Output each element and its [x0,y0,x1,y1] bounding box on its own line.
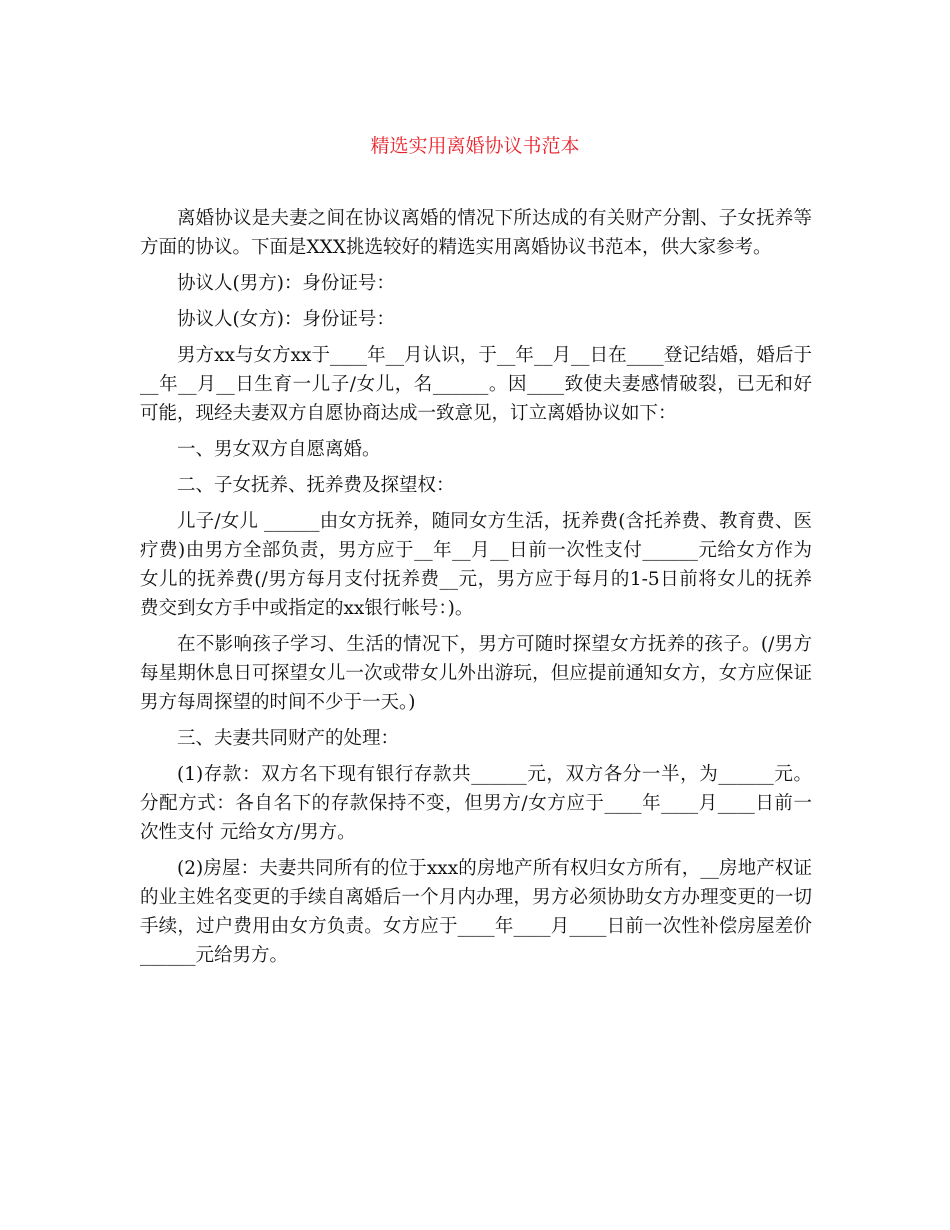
housing-paragraph: (2)房屋：夫妻共同所有的位于xxx的房地产所有权归女方所有，__房地产权证的业主姓名变更的手续自离婚后一个月内办理，男方必须协助女方办理变更的一切手续，过户费用由女方负责。女方应于____年____月____日前一次性补偿房屋差价______元给男方。 [140,858,812,966]
clause-one-heading: 一、男女双方自愿离婚。 [177,439,381,460]
clause-three-heading: 三、夫妻共同财产的处理： [177,728,400,749]
document-title: 精选实用离婚协议书范本 [370,135,580,157]
background-paragraph: 男方xx与女方xx于____年__月认识，于__年__月__日在____登记结婚，婚后于__年__月__日生育一儿子/女儿，名______。因____致使夫妻感情破裂，已无和好可能，现经夫妻双方自愿协商达成一致意见，订立离婚协议如下： [140,345,812,424]
intro-paragraph: 离婚协议是夫妻之间在协议离婚的情况下所达成的有关财产分割、子女抚养等方面的协议。下面是XXX挑选较好的精选实用离婚协议书范本，供大家参考。 [140,208,812,258]
visitation-paragraph: 在不影响孩子学习、生活的情况下，男方可随时探望女方抚养的孩子。(/男方每星期休息日可探望女儿一次或带女儿外出游玩，但应提前通知女方，女方应保证男方每周探望的时间不少于一天。) [140,634,812,713]
female-party-line: 协议人(女方)：身份证号： [177,309,395,330]
clause-two-heading: 二、子女抚养、抚养费及探望权： [177,475,455,496]
custody-paragraph: 儿子/女儿 ______由女方抚养，随同女方生活，抚养费(含托养费、教育费、医疗费)由男方全部负责，男方应于__年__月__日前一次性支付______元给女方作为女儿的抚养费(/男方每月支付抚养费__元，男方应于每月的1-5日前将女儿的抚养费交到女方手中或指定的xx银行帐号：)。 [140,511,812,619]
savings-paragraph: (1)存款：双方名下现有银行存款共______元，双方各分一半，为______元。分配方式：各自名下的存款保持不变，但男方/女方应于____年____月____日前一次性支付 元给女方/男方。 [140,764,812,843]
male-party-line: 协议人(男方)：身份证号： [177,273,395,294]
document-body [140,204,812,977]
